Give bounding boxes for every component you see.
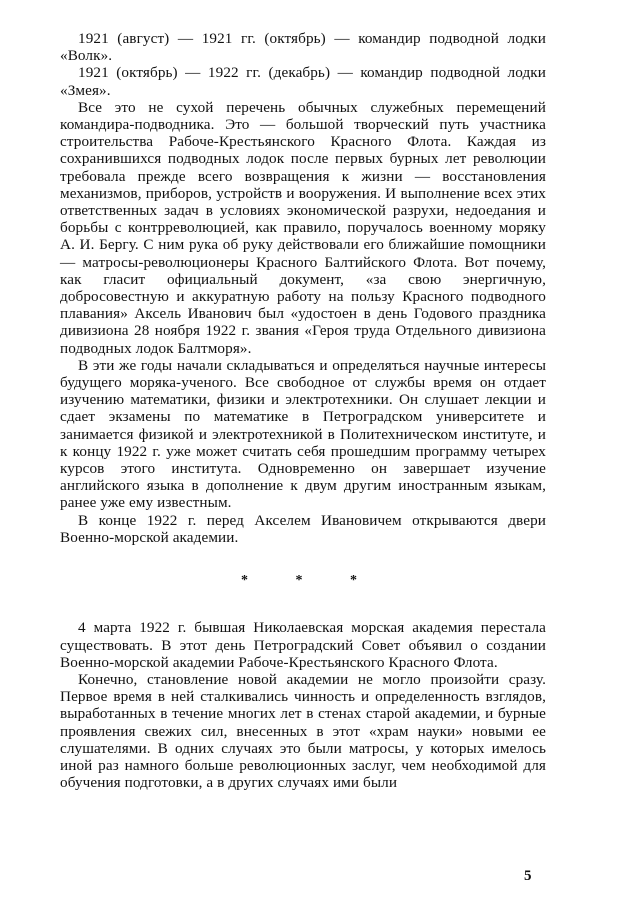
section-divider: * * * [241, 573, 379, 589]
paragraph-service-snake: 1921 (октябрь) — 1922 гг. (декабрь) — командир подводной лодки «Змея». [60, 64, 546, 99]
paragraph-service-wolf: 1921 (август) — 1921 гг. (октябрь) — командир подводной лодки «Волк». [60, 30, 546, 65]
paragraph-academy-doors: В конце 1922 г. перед Акселем Ивановичем открываются двери Военно-морской академии. [60, 511, 546, 546]
paragraph-career: Все это не сухой перечень обычных служебных перемещений командира-подводника. Это — большой творческий путь участника строительства Рабоче-Крестьянского Красного Флота. Каждая из сохранившихся подводных лодок после первых бурных лет революции требовала прежде всего возвращения к жизни — восстановления механизмов, приборов, устройств и вооружения. И выполнение всех этих ответственных задач в условиях экономической разрухи, недоедания и борьбы с контрреволюцией, как правило, поручалось военному моряку А. И. Бергу. С ним рука об руку действовали его ближайшие помощники — матросы-революционеры Красного Балтийского Флота. Вот почему, как гласит официальный документ, «за свою энергичную, добросовестную и аккуратную работу на пользу Красного подводного плавания» Аксель Иванович был «удостоен в день Годового праздника дивизиона 28 ноября 1922 г. звания «Героя труда Отдельного дивизиона подводных лодок Балтморя». [60, 98, 546, 357]
paragraph-academy-founded: 4 марта 1922 г. бывшая Николаевская морская академия перестала существовать. В этот день Петроградский Совет объявил о создании Военно-морской академии Рабоче-Крестьянского Красного Флота. [60, 619, 546, 671]
paragraph-scientific-interests: В эти же годы начали складываться и определяться научные интересы будущего моряка-ученого. Все свободное от службы время он отдает изучению математики, физики и электротехники. Он слушает лекции и сдает экзамены по математике в Петроградском университете и занимается физикой и электротехникой в Политехническом институте, и к концу 1922 г. уже может считать себя прошедшим программу четырех курсов этого института. Одновременно он завершает изучение английского языка в дополнение к двум другим иностранным языкам, ранее уже ему известным. [60, 356, 546, 512]
page-text [60, 30, 546, 791]
page-number: 5 [524, 868, 532, 884]
paragraph-academy-formation: Конечно, становление новой академии не могло произойти сразу. Первое время в ней сталкивались чинность и определенность взглядов, выработанных в течение многих лет в стенах старой академии, и бурные проявления свежих сил, внесенных в этот «храм науки» новыми ее слушателями. В одних случаях это были матросы, у которых имелось иной раз намного больше революционных заслуг, чем необходимой для обучения подготовки, а в других случаях ими были [60, 670, 546, 792]
